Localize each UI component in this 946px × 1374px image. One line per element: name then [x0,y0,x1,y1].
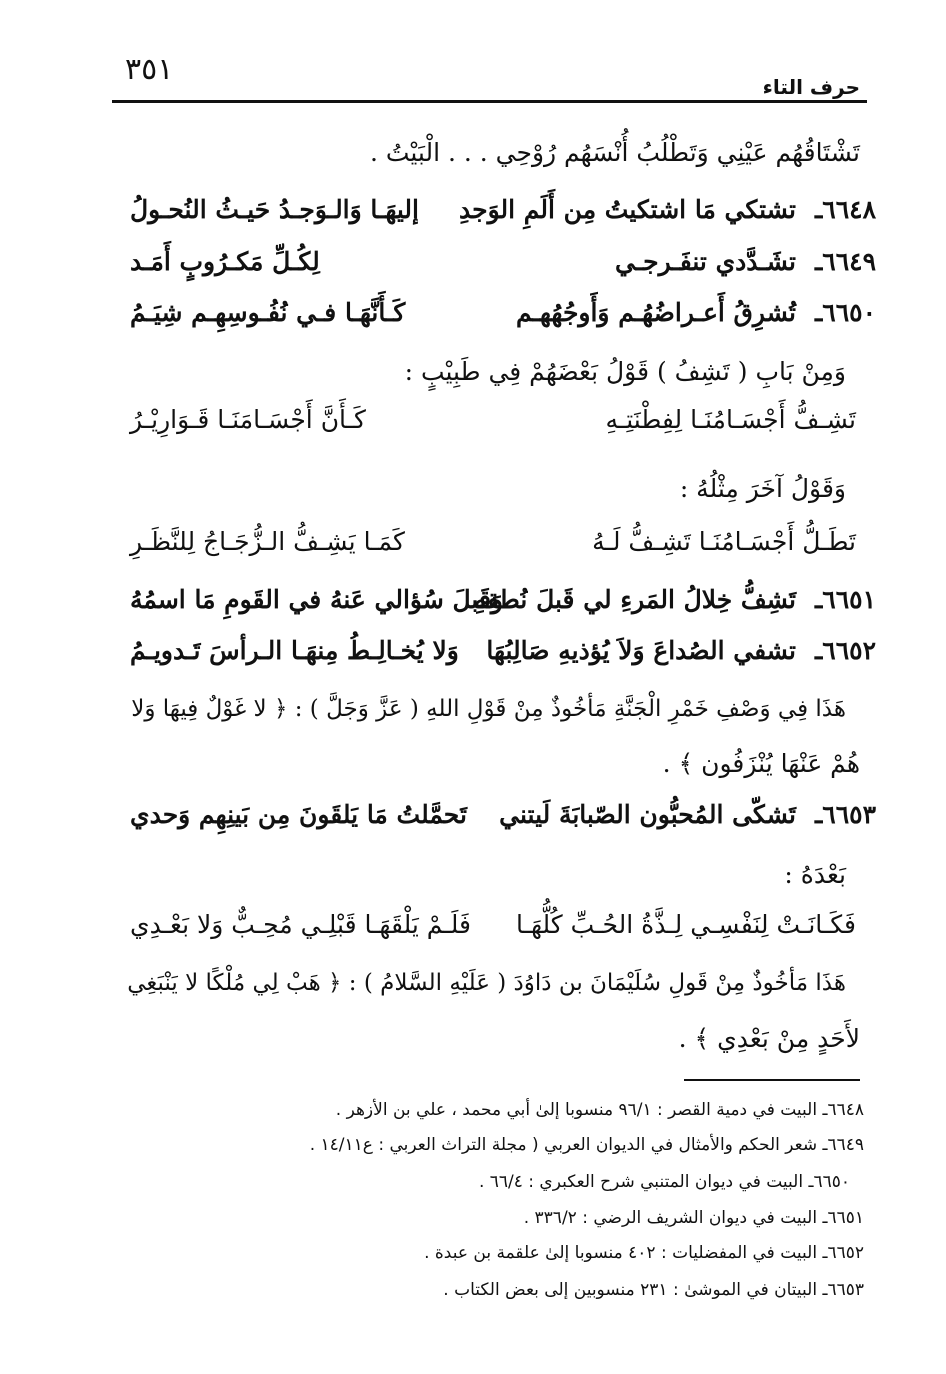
text-line: بَعْدَهُ : [784,860,846,889]
footnote: ٦٦٤٨ـ البيت في دمية القصر : ٩٦/١ منسوبا إلىٰ أبي محمد ، علي بن الأزهر . [335,1100,864,1120]
footnote-rule [684,1079,860,1081]
text-line: وَمِنْ بَابِ ( تَشِفُ ) قَوْلُ بَعْضَهُمْ فِي طَبِيْبٍ : [404,357,846,386]
quoted-verse [120,910,876,950]
header-rule [112,100,867,103]
verse-6653 [120,800,876,840]
quoted-verse [120,405,876,445]
verse-6650 [120,298,876,338]
verse-second-hemistich: كَـأَنَّ أَجْسَـامَنَـا قَـوَارِيْـرُ [130,405,366,434]
verse-number: ٦٦٥٢ـ [814,636,876,665]
verse-first-hemistich: تُشرِقُ أَعـراضُهُـم وَأَوجُهُهـم [515,298,796,327]
text-line: هَذَا مَأخُوذٌ مِنْ قَولِ سُلَيْمَانَ بن دَاوُدَ ( عَلَيْهِ السَّلامُ ) : ﴿ هَبْ لِي مُلْكًا لا يَنْبَغِي [127,970,846,996]
text-line: هَذَا فِي وَصْفِ خَمْرِ الْجَنَّةِ مَأخُوذٌ مِنْ قَوْلِ اللهِ ( عَزَّ وَجَلَّ ) : ﴿ لا غَوْلٌ فِيهَا وَلا [131,696,846,722]
verse-6652 [120,636,876,676]
verse-first-hemistich: تشَـدَّدي تنفَـرجـي [615,247,796,276]
quoted-verse [120,527,876,567]
verse-second-hemistich: كَـأَنَّهَـا فـي نُفُـوسِهِـم شِيَـمُ [130,298,406,327]
verse-second-hemistich: وَلا يُخـالِـطُ مِنهَـا الـرأسَ تَـدويـمُ [130,636,459,665]
verse-number: ٦٦٥٠ـ [814,298,876,327]
verse-second-hemistich: لِكُـلِّ مَكـرُوبٍ أَمَـد [130,247,320,276]
text-line: لأَحَدٍ مِنْ بَعْدِي ﴾ . [678,1024,860,1053]
footnote: ٦٦٥١ـ البيت في ديوان الشريف الرضي : ٣٣٦/٢ . [523,1208,864,1228]
verse-first-hemistich: تَشكّى المُحبُّون الصّبابَةَ لَيتني [499,800,796,829]
verse-6648 [120,195,876,235]
page-number: ٣٥١ [125,52,174,87]
verse-second-hemistich: تَحمَّلتُ مَا يَلقَونَ مِن بَينِهِم وَحدي [130,800,467,829]
footnote: ٦٦٥٠ـ البيت في ديوان المتنبي شرح العكبري : ٦٦/٤ . [478,1172,850,1192]
text-line: تَشْتَاقُهُم عَيْنِي وَتَطْلُبُ أُنْسَهُم رُوْحِي . . . الْبَيْتُ . [369,138,860,167]
verse-first-hemistich: فَكَـانَـتْ لِنَفْسِـي لِـذَّةُ الحُـبِّ كُلُّهَـا [516,910,856,939]
verse-first-hemistich: تشتكي مَا اشتكيتُ مِن أَلَمِ الوَجدِ [459,195,796,224]
verse-6651 [120,585,876,625]
footnote: ٦٦٥٢ـ البيت في المفضليات : ٤٠٢ منسوبا إلىٰ علقمة بن عبدة . [424,1243,864,1263]
verse-first-hemistich: تَطَـلُّ أَجْسَـامُنَـا تَشِـفُّ لَـهُ [592,527,856,556]
footnote: ٦٦٥٣ـ البيتان في الموشىٰ : ٢٣١ منسوبين إلى بعض الكتاب . [443,1280,864,1300]
verse-number: ٦٦٤٨ـ [814,195,876,224]
verse-number: ٦٦٤٩ـ [814,247,876,276]
verse-number: ٦٦٥٣ـ [814,800,876,829]
verse-second-hemistich: إليهَـا وَالـوَجـدُ حَيـثُ النُحـولُ [130,195,419,224]
chapter-title: حرف التاء [762,75,860,99]
text-line: هُمْ عَنْهَا يُنْزَفُون ﴾ . [662,749,860,778]
text-line: وَقَوْلُ آخَرَ مِثْلُهُ : [679,474,846,503]
verse-number: ٦٦٥١ـ [814,585,876,614]
verse-first-hemistich: تَشِفُّ خِلالُ المَرءِ لي قَبلَ نُطقِهِ [473,585,796,614]
verse-second-hemistich: فَلَـمْ يَلْقَهَـا قَبْلِـي مُحِـبٌّ وَلا بَعْـدِي [130,910,471,939]
verse-6649 [120,247,876,287]
verse-second-hemistich: وَقَبلَ سُؤالي عَنهُ في القَومِ مَا اسمُهُ [130,585,503,614]
verse-first-hemistich: تشفي الصُداعَ وَلاَ يُؤذيهِ صَالِبُهَا [486,636,796,665]
footnote: ٦٦٤٩ـ شعر الحكم والأمثال في الديوان العربي ( مجلة التراث العربي : ع١٤/١١ . [309,1135,864,1155]
verse-second-hemistich: كَمَـا يَشِـفُّ الـزُّجَـاجُ لِلنَّظَـرِ [130,527,405,556]
verse-first-hemistich: تَشِـفُّ أَجْسَـامُنَـا لِفِطْنَتِـهِ [605,405,856,434]
